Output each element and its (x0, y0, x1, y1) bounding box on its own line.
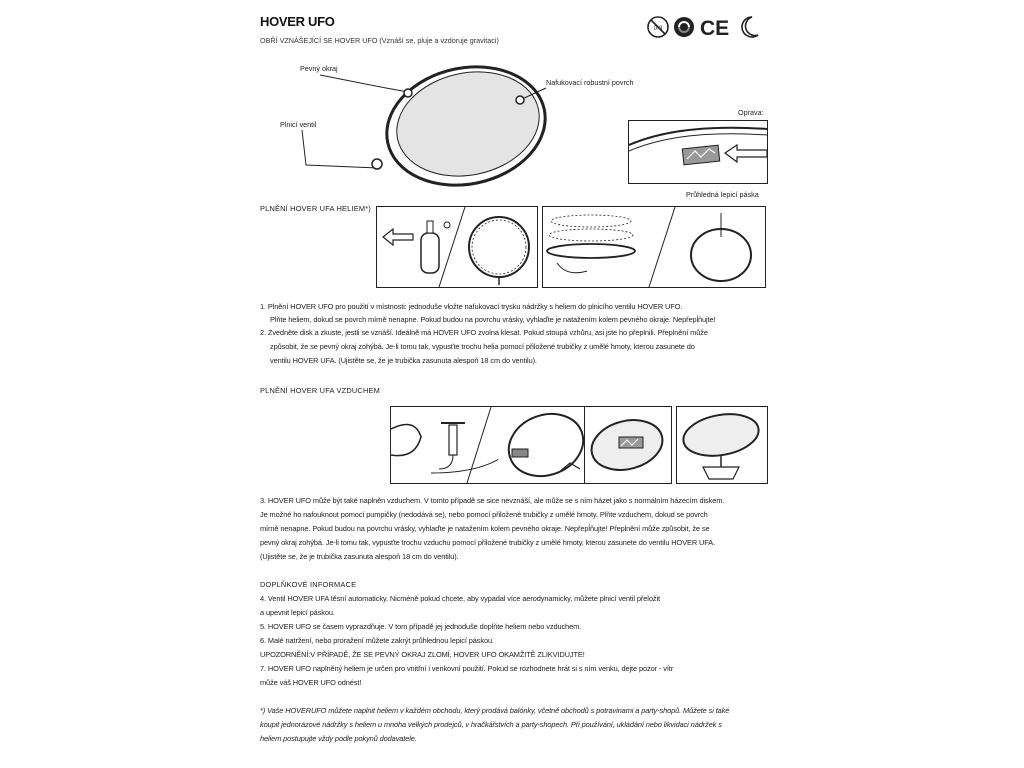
certification-icons (646, 14, 764, 40)
helium-item-1-line-1: 1. Plnění HOVER UFO pro použití v místnosti: jednoduše vložte nafukovací trysku nádržky s heliem do plnicího ventilu HOVER UFO. (260, 302, 683, 311)
helium-step-1-image (376, 206, 538, 288)
extra-line-3: 5. HOVER UFO se časem vyprazdňuje. V tom případě jej jednoduše doplňte heliem nebo vzduchem. (260, 622, 582, 631)
helium-heading: PLNĚNÍ HOVER UFA HELIEM*) (260, 204, 371, 213)
air-para-line-4: pevný okraj zohýbá. Je-li tomu tak, vypusťte trochu vzduchu pomocí přiložené trubičky z umělé hmoty, kterou zasunete do ventilu HOVER UFA. (260, 538, 716, 547)
extra-line-7: může váš HOVER UFO odnést! (260, 678, 362, 687)
air-step-4-image (676, 406, 768, 484)
extra-line-2: a upevnit lepicí páskou. (260, 608, 335, 617)
helium-item-1-line-2: Plňte heliem, dokud se povrch mírně nenapne. Pokud budou na povrchu vrásky, vyhlaďte je natažením kolem pevného okraje. Nepřepĺňujte! (270, 315, 716, 324)
helium-item-2-line-3: ventilu HOVER UFA. (Ujistěte se, že je trubička zasunuta alespoň 18 cm do ventilu). (270, 356, 537, 365)
page-subtitle: OBŘÍ VZNÁŠEJÍCÍ SE HOVER UFO (Vznáší se, pluje a vzdoruje gravitaci) (260, 36, 499, 45)
footnote-line-2: koupit jednorázové nádržky s heliem u mnoha velkých prodejců, v hračkářstvích a party-shopech. Při používání, ukládání nebo likvidaci nádržek s (260, 720, 722, 729)
extra-warning: UPOZORNĚNÍ:V PŘÍPADĚ, ŽE SE PEVNÝ OKRAJ ZLOMÍ, HOVER UFO OKAMŽITĚ ZLIKVIDUJTE! (260, 650, 585, 659)
helium-item-2-line-1: 2. Zvedněte disk a zkuste, jestli se vznáší. Ideálně má HOVER UFO zvolna klesat. Pokud stoupá vzhůru, asi jste ho přeplnili. Přeplnění může (260, 328, 708, 337)
tape-label: Průhledná lepicí páska (686, 190, 759, 199)
label-rim: Pevný okraj (300, 64, 338, 73)
air-para-line-5: (Ujistěte se, že je trubička zasunuta alespoň 18 cm do ventilu). (260, 552, 459, 561)
air-para-line-3: mírně nenapne. Pokud budou na povrchu vrásky, vyhlaďte je natažením kolem pevného okraje. Nepřepĺňujte! Přeplnění může způsobit, že se (260, 524, 710, 533)
repair-label: Oprava: (738, 108, 764, 117)
manual-page (258, 0, 770, 768)
air-para-line-1: 3. HOVER UFO může být také naplněn vzduchem. V tomto případě se sice nevznáší, ale může se s ním házet jako s normálním házecím diskem. (260, 496, 725, 505)
extra-line-6: 7. HOVER UFO naplněný heliem je určen pro vnitřní i venkovní použití. Pokud se rozhodnete hrát si s ním venku, dejte pozor - vítr (260, 664, 674, 673)
extra-heading: DOPLŇKOVÉ INFORMACE (260, 580, 357, 589)
air-para-line-2: Je možné ho nafouknout pomocí pumpičky (nedodává se), nebo pomocí přiložené trubičky z umělé hmoty. Plňte vzduchem, dokud se povrch (260, 510, 708, 519)
footnote-line-1: *) Vaše HOVERUFO můžete naplnit heliem v každém obchodu, který prodává balónky, včetně obchodů s potravinami a party-shopů. Můžete si také (260, 706, 730, 715)
extra-line-1: 4. Ventil HOVER UFA těsní automaticky. Nicméně pokud chcete, aby vypadal více aerodynamicky, můžete plnicí ventil přeložit (260, 594, 660, 603)
repair-inset (628, 120, 768, 184)
recycle-icon (674, 17, 694, 37)
no-small-children-icon (648, 17, 668, 37)
footnote-line-3: heliem postupujte vždy podle pokynů dodavatele. (260, 734, 417, 743)
air-heading: PLNĚNÍ HOVER UFA VZDUCHEM (260, 386, 380, 395)
svg-text:0-3: 0-3 (653, 26, 663, 32)
page-title: HOVER UFO (260, 14, 335, 29)
extra-line-4: 6. Malé natržení, nebo proražení můžete zakrýt průhlednou lepicí páskou. (260, 636, 494, 645)
helium-item-2-line-2: způsobit, že se pevný okraj zohýbá. Je-li tomu tak, vypusťte trochu helia pomocí přiložené trubičky z umělé hmoty, kterou zasunete do (270, 342, 695, 351)
label-surface: Nafukovací robustní povrch (546, 78, 634, 87)
helium-step-2-image (542, 206, 766, 288)
label-valve: Plnicí ventil (280, 120, 317, 129)
air-step-2-image (498, 406, 589, 484)
moon-icon (742, 17, 758, 37)
svg-text:CE: CE (700, 17, 730, 40)
ce-mark-icon (700, 17, 729, 40)
air-step-3-image (584, 406, 672, 484)
